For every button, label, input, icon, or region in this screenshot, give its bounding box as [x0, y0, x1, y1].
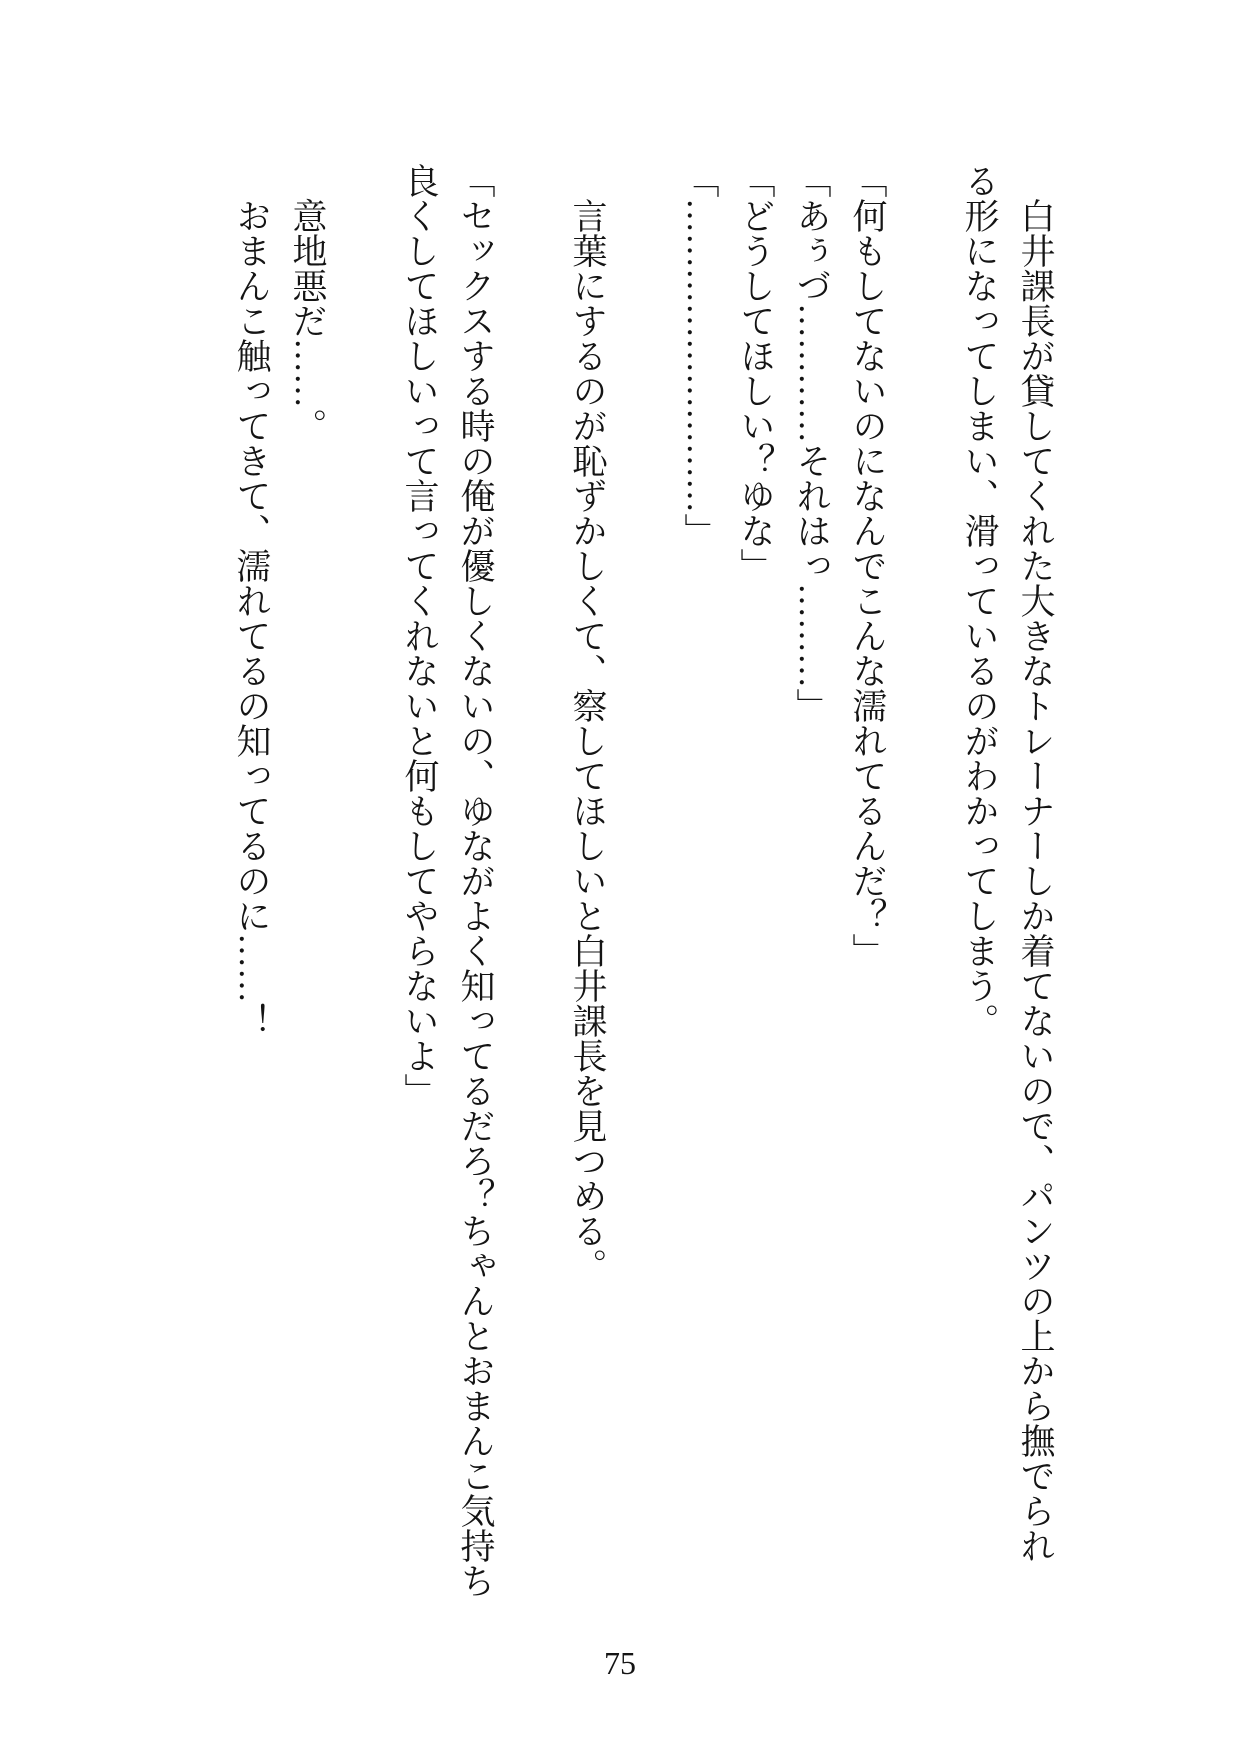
dialogue-line: 「何もしてないのになんでこんな濡れてるんだ？」 [848, 163, 887, 968]
narration-line: る形になってしまい、滑っているのがわかってしまう。 [960, 163, 999, 1038]
blank-line [503, 163, 559, 1603]
dialogue-line: 「あぅづ…………それはっ………」 [792, 163, 831, 723]
dialogue-line: 「セックスする時の俺が優しくないの、ゆながよく知ってるだろ？ちゃんとおまんこ気持ち [456, 163, 495, 1598]
blank-line [335, 163, 391, 1603]
narration-line: 白井課長が貸してくれた大きなトレーナーしか着てないので、パンツの上から撫でられ [1016, 163, 1055, 1563]
page-number: 75 [604, 1645, 636, 1681]
narration-line: おまんこ触ってきて、濡れてるの知ってるのに……！ [232, 163, 271, 1038]
narration-line: 意地悪だ……。 [288, 163, 327, 443]
blank-line [895, 163, 951, 1603]
dialogue-line: 「………………………」 [680, 163, 719, 548]
dialogue-line: 良くしてほしいって言ってくれないと何もしてやらないよ」 [400, 163, 439, 1108]
blank-line [615, 163, 671, 1603]
page-text-block [223, 163, 1063, 1603]
narration-line: 言葉にするのが恥ずかしくて、察してほしいと白井課長を見つめる。 [568, 163, 607, 1283]
dialogue-line: 「どうしてほしい？ゆな」 [736, 163, 775, 583]
